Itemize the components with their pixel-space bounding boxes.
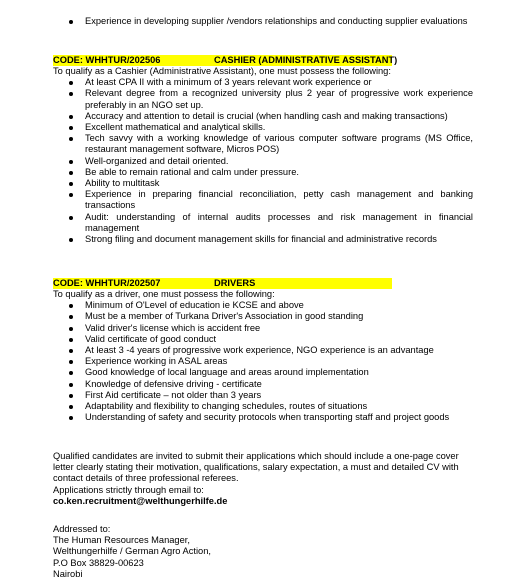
requirement-item: At least CPA II with a minimum of 3 years relevant work experience or: [50, 77, 473, 88]
requirement-item: Accuracy and attention to detail is crucial (when handling cash and making transactions): [50, 111, 473, 122]
requirement-item: Be able to remain rational and calm under pressure.: [50, 167, 473, 178]
requirement-item: Must be a member of Turkana Driver's Association in good standing: [50, 311, 473, 322]
requirement-item: Ability to multitask: [50, 178, 473, 189]
requirement-item: First Aid certificate – not older than 3 years: [50, 390, 473, 401]
requirement-item: Experience in preparing financial reconciliation, petty cash management and banking transactions: [50, 189, 473, 211]
requirement-item: Experience working in ASAL areas: [50, 356, 473, 367]
drivers-section: [0, 278, 519, 423]
requirement-item: Relevant degree from a recognized university plus 2 year of progressive work experience preferably in an NGO set up.: [50, 88, 473, 110]
requirement-item: Good knowledge of local language and areas around implementation: [50, 367, 473, 378]
drivers-role-title: DRIVERS: [214, 278, 256, 288]
requirement-item: Adaptability and flexibility to changing schedules, routes of situations: [50, 401, 473, 412]
cashier-code: CODE: WHHTUR/202506: [53, 55, 161, 65]
requirement-item: Excellent mathematical and analytical skills.: [50, 122, 473, 133]
requirement-item: Audit: understanding of internal audits processes and risk management in financial management: [50, 212, 473, 234]
requirement-item: Well-organized and detail oriented.: [50, 156, 473, 167]
address-line: Nairobi: [53, 568, 83, 579]
drivers-code: CODE: WHHTUR/202507: [53, 278, 161, 288]
address-line: P.O Box 38829-00623: [53, 557, 144, 568]
address-line: The Human Resources Manager,: [53, 535, 190, 546]
drivers-requirements-list: [0, 300, 519, 423]
address-block: [53, 524, 473, 580]
requirement-item: Minimum of O'Level of education ie KCSE and above: [50, 300, 473, 311]
address-heading: Addressed to:: [53, 524, 111, 534]
requirement-item: Valid certificate of good conduct: [50, 334, 473, 345]
requirement-item: Tech savvy with a working knowledge of various computer software programs (MS Office, restaurant management software, Micros POS): [50, 133, 473, 155]
cashier-requirements-list: [0, 77, 519, 245]
requirement-item: Experience in developing supplier /vendors relationships and conducting supplier evaluations: [50, 16, 473, 27]
drivers-code-heading: [53, 278, 392, 289]
requirement-item: Strong filing and document management skills for financial and administrative records: [50, 234, 473, 245]
application-paragraph: Qualified candidates are invited to submit their applications which should include a one-page cover letter clearly stating their motivation, qualifications, salary expectation, a must and detailed CV with contact details of three professional referees.: [53, 451, 459, 484]
cashier-code-heading: [53, 55, 398, 66]
cashier-section: [0, 55, 519, 245]
applications-line: Applications strictly through email to:: [53, 484, 204, 495]
previous-section-requirements: [0, 16, 519, 27]
application-email-link[interactable]: co.ken.recruitment@welthungerhilfe.de: [53, 495, 228, 506]
requirement-item: Knowledge of defensive driving - certificate: [50, 379, 473, 390]
address-line: Welthungerhilfe / German Agro Action,: [53, 546, 211, 557]
application-instructions: [53, 451, 473, 507]
requirement-item: Understanding of safety and security protocols when transporting staff and project goods: [50, 412, 473, 423]
requirement-item: Valid driver's license which is accident free: [50, 323, 473, 334]
drivers-intro: To qualify as a driver, one must possess the following:: [53, 289, 275, 299]
cashier-role-title: CASHIER (ADMINISTRATIVE ASSISTANT): [214, 55, 398, 65]
cashier-intro: To qualify as a Cashier (Administrative Assistant), one must possess the following:: [53, 66, 391, 76]
requirement-item: At least 3 -4 years of progressive work experience, NGO experience is an advantage: [50, 345, 473, 356]
